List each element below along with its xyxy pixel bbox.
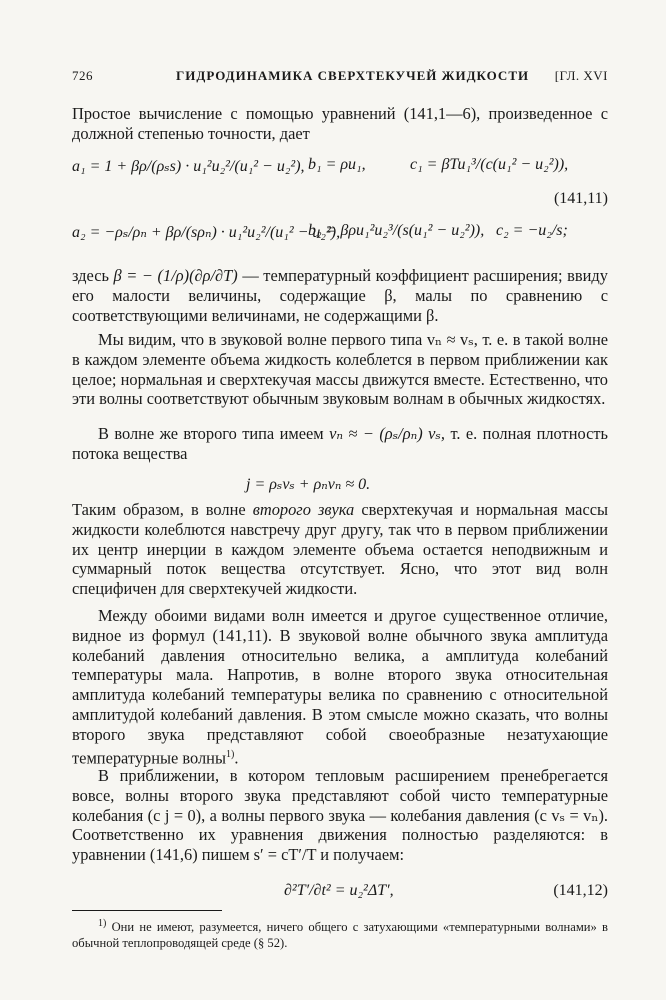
text-fragment: здесь bbox=[72, 266, 109, 285]
running-title: ГИДРОДИНАМИКА СВЕРХТЕКУЧЕЙ ЖИДКОСТИ bbox=[176, 68, 530, 83]
running-header bbox=[72, 68, 608, 88]
equation-c1: c₁ = βTu₁³/(c(u₁² − u₂²)), bbox=[410, 156, 569, 173]
paragraph-beta bbox=[72, 266, 608, 325]
paragraph-intro bbox=[72, 104, 608, 144]
paragraph-first-sound bbox=[72, 330, 608, 409]
emphasis-second-sound: второго звука bbox=[252, 500, 355, 519]
paragraph-text: Простое вычисление с помощью уравнений (141,1—6), произведенное с должной степенью точности, дает bbox=[72, 104, 608, 143]
paragraph-text: В приближении, в котором тепловым расширением пренебрегается вовсе, волны второго звука представляют собой чисто температурные колебания (с j = 0), а волны первого звука — колебания давления (с vₛ = vₙ). Соответственно их уравнения движения полностью разделяются: в уравнении (141,6) пишем s′ = cT′/T и получаем: bbox=[72, 766, 608, 865]
equation-b1: b₁ = ρu₁, bbox=[308, 156, 366, 173]
text-fragment: Между обоими видами волн имеется и другое существенное отличие, видное из формул (141,11). В звуковой волне обычного звука амплитуда колебаний давления относительно велика, а амплитуда колебаний температуры мала. Напротив, в волне второго звука относительная амплитуда колебаний температуры велика по сравнению с относительной амплитудой колебаний давления. В этом смысле можно сказать, что волны второго звука представляют собой своеобразные незатухающие температурные волны bbox=[72, 606, 608, 768]
text-fragment: . bbox=[234, 748, 239, 768]
footnote-divider bbox=[72, 910, 222, 911]
equation-wave: ∂²T′/∂t² = u₂²ΔT′, bbox=[284, 882, 394, 899]
paragraph-text: Мы видим, что в звуковой волне первого типа vₙ ≈ vₛ, т. е. в такой волне в каждом элементе объема жидкость колеблется в первом приближении как целое; нормальная и сверхтекучая массы движутся вместе. Естественно, что эти волны соответствуют обычным звуковым волнам в обычных жидкостях. bbox=[72, 330, 608, 409]
text-fragment: Таким образом, в волне bbox=[72, 500, 246, 519]
paragraph-difference bbox=[72, 606, 608, 768]
equation-a1: a₁ = 1 + βρ/(ρₛs) · u₁²u₂²/(u₁² − u₂²), bbox=[72, 158, 305, 175]
text-fragment: т. е. полная плотность потока вещества bbox=[72, 424, 608, 463]
text-fragment: — температурный коэффициент расширения; ввиду его малости величины, содержащие β, малы по сравнению с соответствующими величинами, не содержащими β. bbox=[72, 266, 608, 325]
footnote-text: Они не имеют, разумеется, ничего общего с затухающими «температурными волнами» в обычной теплопроводящей среде (§ 52). bbox=[72, 920, 608, 951]
paragraph-approximation bbox=[72, 766, 608, 865]
equation-b2: b₂ = βρu₁²u₂³/(s(u₁² − u₂²)), bbox=[308, 222, 485, 239]
paragraph-second-type bbox=[72, 424, 608, 464]
footnote-marker: 1) bbox=[98, 918, 107, 929]
vn-relation: vₙ ≈ − (ρₛ/ρₙ) vₛ, bbox=[329, 424, 446, 443]
equation-c2: c₂ = −u₂/s; bbox=[496, 222, 568, 239]
chapter-label: [ГЛ. XVI bbox=[554, 68, 608, 83]
paragraph-second-sound bbox=[72, 500, 608, 599]
text-fragment: В волне же второго типа имеем bbox=[98, 424, 324, 443]
text-fragment: сверхтекучая и нормальная массы жидкости колеблются навстречу друг другу, так что в первом приближении их центр инерции в каждом элементе объема остается неподвижным и суммарный поток вещества отсутствует. Ясно, что этот вид волн специфичен для сверхтекучей жидкости. bbox=[72, 500, 609, 599]
equation-number-141-12: (141,12) bbox=[553, 882, 608, 899]
equation-number-141-11: (141,11) bbox=[553, 190, 608, 207]
footnote bbox=[72, 916, 608, 951]
equation-mass-flux: j = ρₛvₛ + ρₙvₙ ≈ 0. bbox=[246, 476, 371, 493]
page-number: 726 bbox=[72, 68, 93, 83]
beta-definition: β = − (1/ρ)(∂ρ/∂T) bbox=[113, 266, 238, 285]
footnote-reference[interactable]: 1) bbox=[225, 748, 235, 760]
equation-a2: a₂ = −ρₛ/ρₙ + βρ/(sρₙ) · u₁²u₂²/(u₁² − u₂²), bbox=[72, 224, 341, 241]
